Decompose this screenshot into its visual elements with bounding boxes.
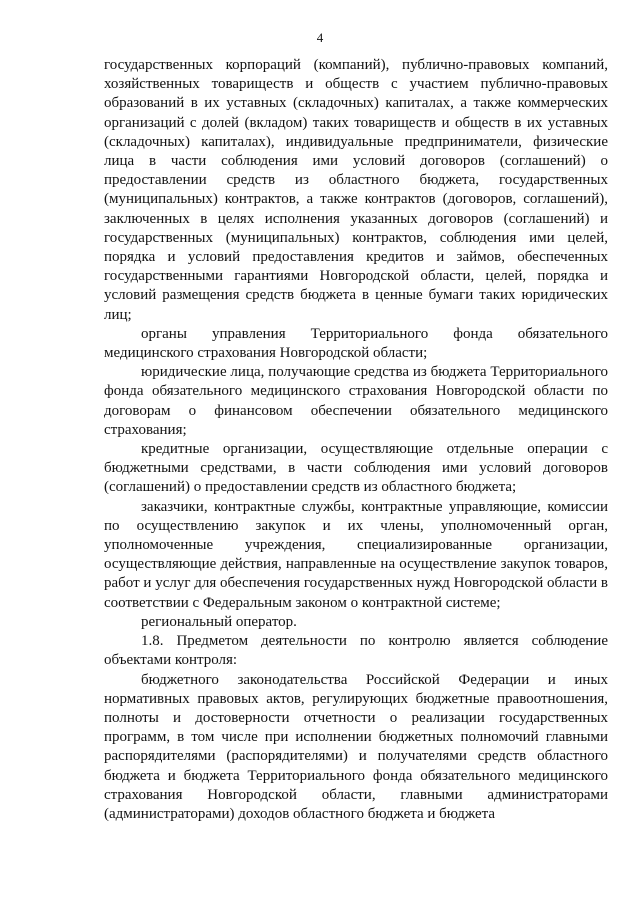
- paragraph-1: государственных корпораций (компаний), публично-правовых компаний, хозяйственных товариществ и обществ с участием публично-правовых образований в их уставных (складочных) капиталах, а также коммерческих организаций с долей (вкладом) таких товариществ и обществ в их уставных (складочных) капиталах), индивидуальные предприниматели, физические лица в части соблюдения ими условий договоров (соглашений) о предоставлении средств из областного бюджета, государственных (муниципальных) контрактов, а также контрактов (договоров, соглашений), заключенных в целях исполнения указанных договоров (соглашений) и государственных (муниципальных) контрактов, соблюдения ими целей, порядка и условий предоставления кредитов и займов, обеспеченных государственными гарантиями Новгородской области, целей, порядка и условий размещения средств бюджета в ценные бумаги таких юридических лиц;: [104, 57, 608, 323]
- document-body: [104, 56, 608, 824]
- page-number: 4: [316, 30, 324, 45]
- paragraph-4: кредитные организации, осуществляющие отдельные операции с бюджетными средствами, в части соблюдения ими условий договоров (соглашений) о предоставлении средств из областного бюджета;: [104, 441, 608, 496]
- paragraph-6: региональный оператор.: [141, 613, 297, 630]
- paragraph-7: 1.8. Предметом деятельности по контролю является соблюдение объектами контроля:: [104, 633, 608, 669]
- paragraph-8: бюджетного законодательства Российской Федерации и иных нормативных правовых актов, регулирующих бюджетные правоотношения, полноты и достоверности отчетности о реализации государственных программ, в том числе при исполнении бюджетных полномочий главными распорядителями (распорядителями) и получателями средств областного бюджета и бюджета Территориального фонда обязательного медицинского страхования Новгородской области, главными администраторами (администраторами) доходов областного бюджета и бюджета: [104, 671, 608, 822]
- paragraph-5: заказчики, контрактные службы, контрактные управляющие, комиссии по осуществлению закупок и их члены, уполномоченный орган, уполномоченные учреждения, специализированные организации, осуществляющие действия, направленные на осуществление закупок товаров, работ и услуг для обеспечения государственных нужд Новгородской области в соответствии с Федеральным законом о контрактной системе;: [104, 498, 608, 611]
- paragraph-2: органы управления Территориального фонда обязательного медицинского страхования Новгородской области;: [104, 325, 608, 362]
- paragraph-3: юридические лица, получающие средства из бюджета Территориального фонда обязательного медицинского страхования Новгородской области по договорам о финансовом обеспечении обязательного медицинского страхования;: [104, 364, 608, 438]
